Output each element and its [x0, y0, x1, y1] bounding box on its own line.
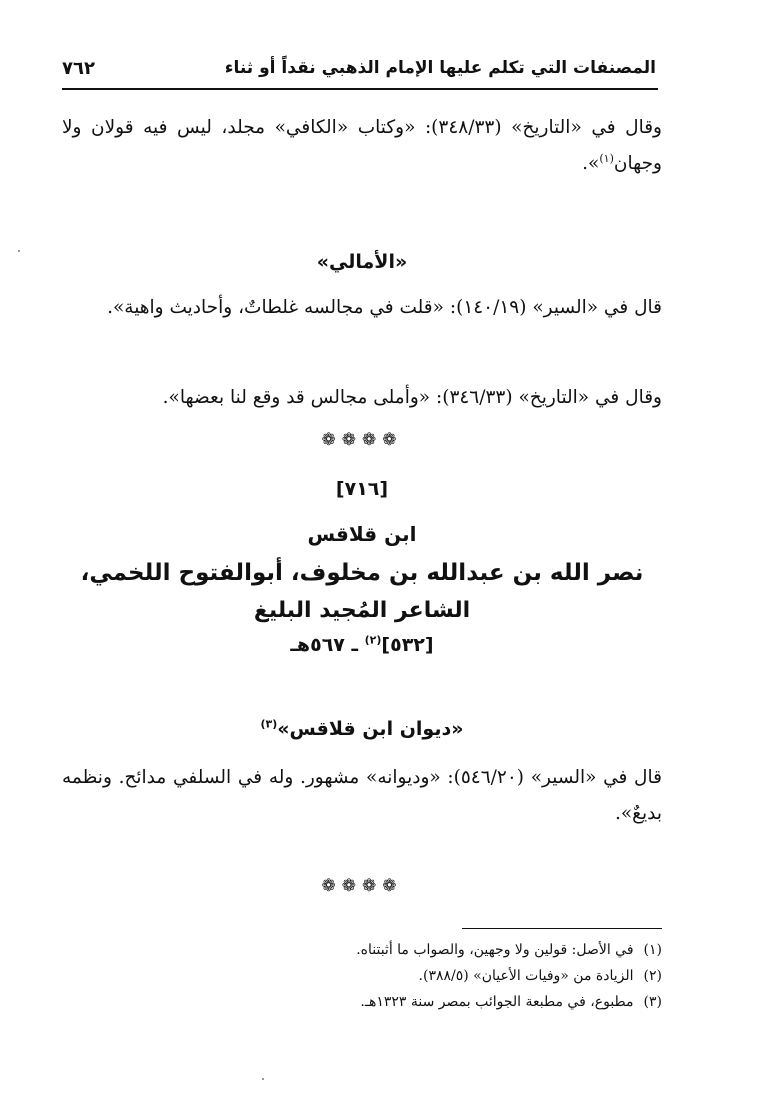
paragraph-kafi-text: وقال في «التاريخ» (٣٤٨/٣٣): «وكتاب «الكافي» مجلد، ليس فيه قولان ولا وجهان [62, 117, 662, 174]
subject-short-name: ابن قلاقس [307, 522, 417, 546]
footnote-number: (٢) [643, 968, 662, 984]
paragraph-tarikh-amali: وقال في «التاريخ» (٣٤٦/٣٣): «وأملى مجالس قد وقع لنا بعضها». [162, 387, 662, 408]
paragraph-kafi [62, 110, 662, 182]
page-number: ٧٦٢ [62, 58, 95, 79]
death-year: ـ ٥٦٧هـ [290, 634, 365, 656]
footnote-ref-2: (٢) [364, 633, 382, 647]
header-rule [62, 88, 658, 90]
scan-speck [262, 1078, 264, 1080]
subject-dates [62, 634, 662, 656]
paragraph-siyar-diwan: قال في «السير» (٥٤٦/٢٠): «وديوانه» مشهور. وله في السلفي مدائح. ونظمه بديعٌ». [62, 767, 662, 824]
footnote-ref-3: (٣) [260, 717, 278, 731]
footnote-ref-1: (١) [599, 151, 614, 165]
footnote-text: الزيادة من «وفيات الأعيان» (٣٨٨/٥). [418, 968, 634, 984]
footnote-rule [462, 928, 662, 929]
section-heading-diwan-text: «ديوان ابن قلاقس» [277, 718, 464, 740]
footnote-number: (١) [643, 942, 662, 958]
paragraph-kafi-end: ». [582, 153, 600, 174]
section-divider-ornament-2: ❁❁❁❁ [321, 876, 403, 896]
running-header [62, 58, 656, 88]
subject-title: الشاعر المُجيد البليغ [253, 598, 471, 623]
footnote-text: مطبوع، في مطبعة الجوائب بمصر سنة ١٣٢٣هـ. [360, 994, 634, 1010]
footnote-2 [200, 966, 662, 986]
entry-number: [٧١٦] [335, 478, 389, 500]
section-heading-diwan [62, 718, 662, 740]
paragraph-siyar-amali: قال في «السير» (١٤٠/١٩): «قلت في مجالسه غلطاتٌ، وأحاديث واهية». [107, 297, 662, 318]
footnote-number: (٣) [643, 994, 662, 1010]
footnote-text: في الأصل: قولين ولا وجهين، والصواب ما أثبتناه. [356, 942, 634, 958]
scan-speck [18, 250, 20, 252]
subject-full-name: نصر الله بن عبدالله بن مخلوف، أبوالفتوح اللخمي، [80, 560, 644, 586]
footnote-1 [200, 940, 662, 960]
birth-year: [٥٣٢] [381, 634, 434, 656]
footnote-3 [200, 992, 662, 1012]
running-title: المصنفات التي تكلم عليها الإمام الذهبي نقداً أو ثناء [224, 58, 656, 78]
section-divider-ornament: ❁❁❁❁ [321, 430, 403, 450]
section-heading-amali: «الأمالي» [316, 251, 408, 273]
